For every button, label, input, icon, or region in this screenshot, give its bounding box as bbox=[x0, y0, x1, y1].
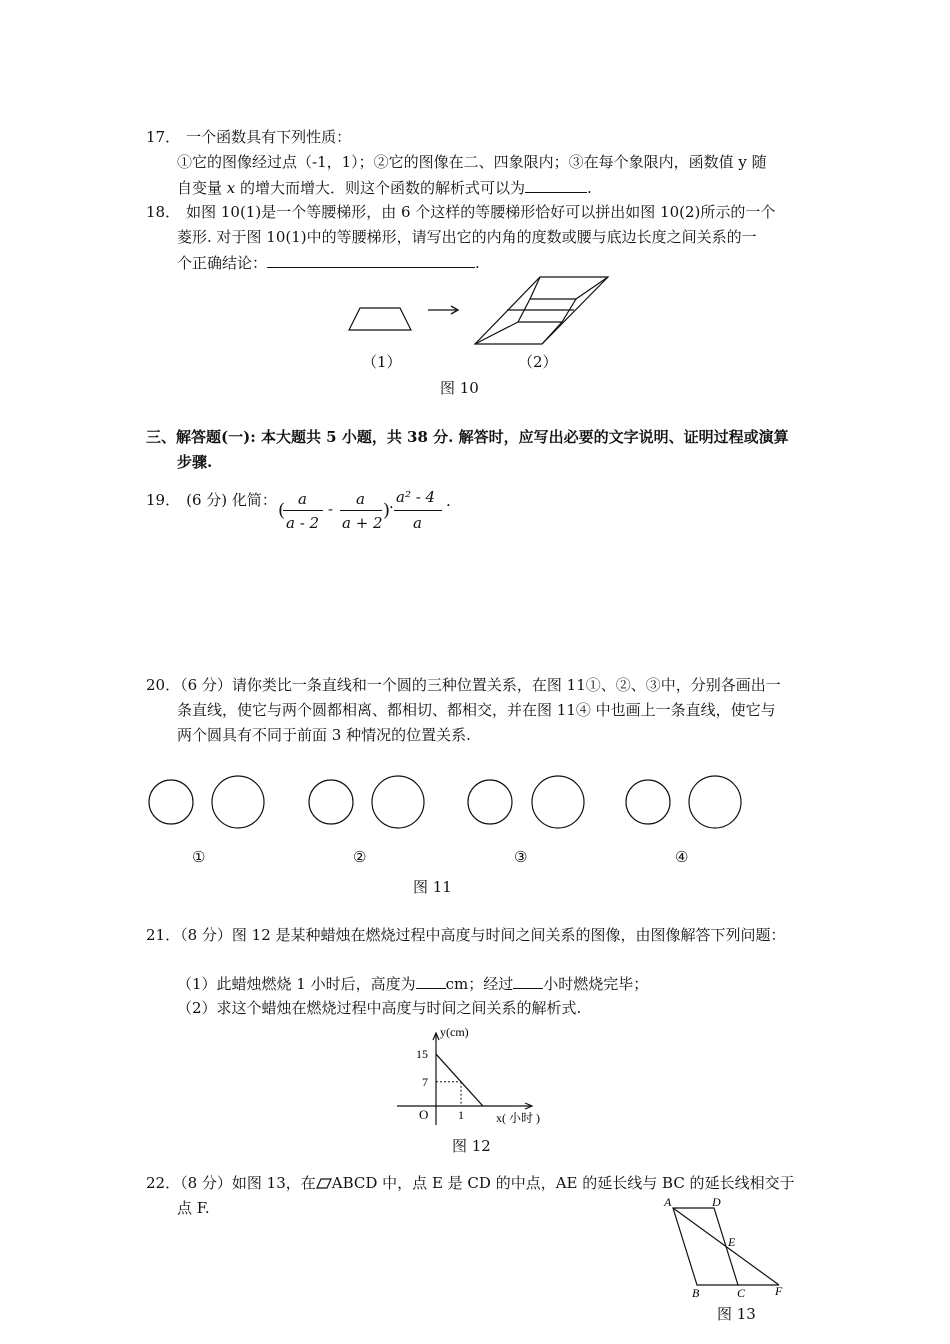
point-label-b: B bbox=[692, 1286, 700, 1300]
q18-line1: 18． 如图 10(1)是一个等腰梯形，由 6 个这样的等腰梯形恰好可以拼出如图 10(2)所示的一个 bbox=[146, 203, 776, 221]
q21-part2: （2）求这个蜡烛在燃烧过程中高度与时间之间关系的解析式. bbox=[177, 999, 582, 1017]
q22-line2: 点 F. bbox=[177, 1199, 210, 1217]
q17-line2: ①它的图像经过点（-1，1）；②它的图像在二、四象限内；③在每个象限内，函数值 y 随 bbox=[177, 153, 767, 171]
fraction-bar bbox=[340, 510, 382, 511]
origin-label: O bbox=[419, 1107, 429, 1122]
circle-3b bbox=[532, 776, 584, 828]
circle-1b bbox=[212, 776, 264, 828]
y-tick-7: 7 bbox=[422, 1074, 428, 1089]
fraction-bar bbox=[283, 510, 323, 511]
figure-11-label-4: ④ bbox=[675, 848, 689, 866]
answer-blank[interactable] bbox=[513, 973, 543, 989]
q22-line1: 22．（8 分）如图 13，在 ABCD 中，点 E 是 CD 的中点，AE 的延长线与 BC 的延长线相交于 bbox=[146, 1174, 795, 1192]
q18-line2: 菱形. 对于图 10(1)中的等腰梯形，请写出它的内角的度数或腰与底边长度之间关系的一 bbox=[177, 228, 757, 246]
point-label-a: A bbox=[664, 1195, 672, 1209]
x-tick-1: 1 bbox=[458, 1108, 464, 1122]
figure-10-label-2: （2） bbox=[518, 353, 558, 371]
figure-10-caption: 图 10 bbox=[440, 379, 479, 397]
section-3-heading-cont: 步骤. bbox=[177, 453, 213, 471]
parallelogram-icon bbox=[316, 1178, 332, 1189]
circle-3a bbox=[468, 780, 512, 824]
figure-11-label-3: ③ bbox=[514, 848, 528, 866]
q21-part1: （1）此蜡烛燃烧 1 小时后，高度为 cm；经过 小时燃烧完毕； bbox=[177, 975, 649, 993]
point-label-e: E bbox=[728, 1235, 736, 1249]
answer-blank[interactable] bbox=[267, 252, 475, 268]
figure-11-label-2: ② bbox=[353, 848, 367, 866]
rhombus-of-trapezoids bbox=[475, 277, 608, 344]
figure-12-chart bbox=[392, 1020, 562, 1130]
series-line-height bbox=[436, 1054, 483, 1106]
y-tick-15: 15 bbox=[416, 1047, 428, 1062]
circle-4b bbox=[689, 776, 741, 828]
answer-blank[interactable] bbox=[525, 177, 587, 193]
q19-expression: ( a a - 2 - a a + 2 ) · a² - 4 a . bbox=[278, 488, 451, 532]
figure-13-drawing bbox=[660, 1193, 790, 1303]
q20-line1: 20．（6 分）请你类比一条直线和一个圆的三种位置关系，在图 11①、②、③中，分别各画出一 bbox=[146, 676, 781, 694]
figure-11-label-1: ① bbox=[192, 848, 206, 866]
q20-line3: 两个圆具有不同于前面 3 种情况的位置关系. bbox=[177, 726, 471, 744]
y-axis-label: y(cm) bbox=[440, 1025, 469, 1039]
arrow-icon bbox=[428, 306, 458, 314]
figure-13-caption: 图 13 bbox=[717, 1305, 756, 1323]
figure-12-caption: 图 12 bbox=[452, 1137, 491, 1155]
circle-2b bbox=[372, 776, 424, 828]
point-label-f: F bbox=[775, 1284, 783, 1298]
q17-line3: 自变量 x 的增大而增大．则这个函数的解析式可以为 . bbox=[177, 179, 592, 197]
q19-line: 19． (6 分) 化简： bbox=[146, 491, 277, 509]
figure-11-caption: 图 11 bbox=[413, 878, 452, 896]
fraction-bar bbox=[394, 510, 442, 511]
q18-line3: 个正确结论： . bbox=[177, 254, 480, 272]
point-label-c: C bbox=[737, 1286, 746, 1300]
q17-line1: 17． 一个函数具有下列性质： bbox=[146, 128, 352, 146]
circle-4a bbox=[626, 780, 670, 824]
segment-af bbox=[673, 1208, 779, 1285]
q21-line1: 21．（8 分）图 12 是某种蜡烛在燃烧过程中高度与时间之间关系的图像，由图像解答下列问题： bbox=[146, 926, 786, 944]
isosceles-trapezoid bbox=[349, 308, 411, 330]
x-axis-label: x( 小时 ) bbox=[496, 1111, 540, 1125]
circle-1a bbox=[149, 780, 193, 824]
answer-blank[interactable] bbox=[416, 973, 446, 989]
figure-10-label-1: （1） bbox=[362, 353, 402, 371]
section-3-heading: 三、解答题(一): 本大题共 5 小题，共 38 分. 解答时，应写出必要的文字说明、证明过程或演算 bbox=[146, 428, 789, 446]
q20-line2: 条直线，使它与两个圆都相离、都相切、都相交，并在图 11④ 中也画上一条直线，使它与 bbox=[177, 701, 776, 719]
figure-11-circles bbox=[140, 768, 750, 843]
point-label-d: D bbox=[712, 1195, 721, 1209]
figure-10-drawing bbox=[340, 272, 620, 352]
circle-2a bbox=[309, 780, 353, 824]
